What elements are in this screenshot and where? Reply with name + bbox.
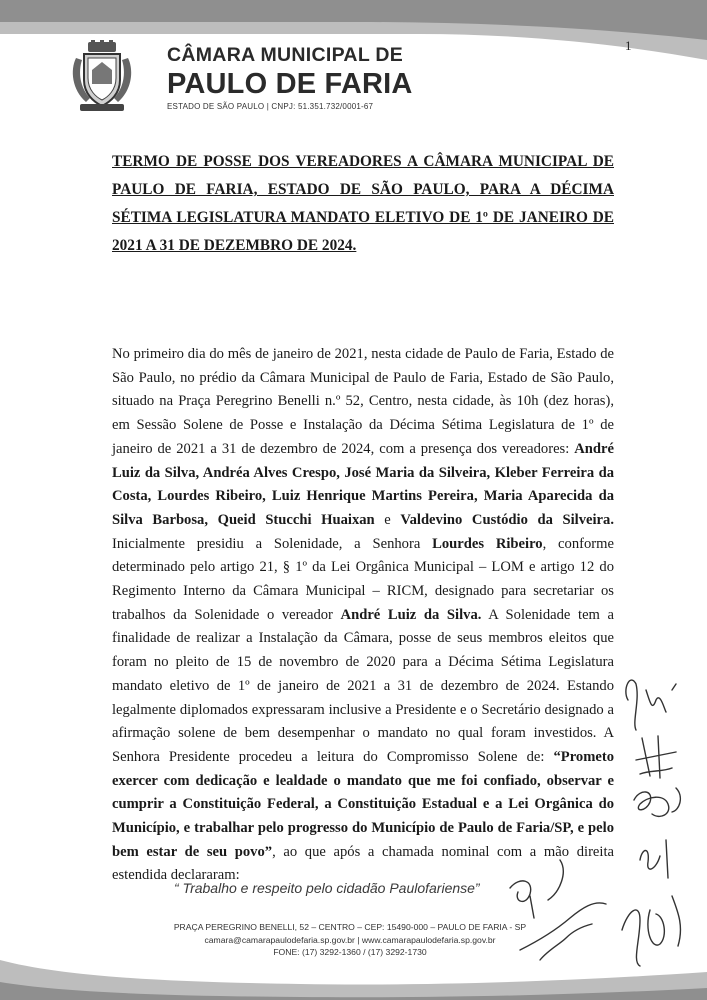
signature-initials-1 xyxy=(626,680,676,730)
footer-contacts: camara@camarapaulodefaria.sp.gov.br | www.camarapaulodefaria.sp.gov.br xyxy=(204,934,496,945)
body-text-segment: , ao que após a chamada nominal com a mão direita estendida declararam: xyxy=(112,843,614,884)
footer-phone: FONE: (17) 3292-1360 / (17) 3292-1730 xyxy=(273,947,427,957)
document-title: TERMO DE POSSE DOS VEREADORES A CÂMARA MUNICIPAL DE PAULO DE FARIA, ESTADO DE SÃO PAULO, PARA A DÉCIMA SÉTIMA LEGISLATURA MANDATO ELETIVO DE 1º DE JANEIRO DE 2021 A 31 DE DEZEMBRO DE 2024. xyxy=(112,153,614,254)
signature-initials-3 xyxy=(634,788,680,816)
oath-text: “Prometo exercer com dedicação e lealdade o mandato que me foi confiado, observar e cumprir a Constituição Federal, a Constituição Estadual e a Lei Orgânica do Município, e trabalhar pelo progresso do Município de Paulo de Faria/SP, e pelo bem estar de seu povo” xyxy=(112,748,614,860)
body-text-segment: A Solenidade tem a finalidade de realizar a Instalação da Câmara, posse de seus membros eleitos que foram no pleito de 15 de novembro de 2020 para a Décima Sétima Legislatura mandato eletivo de 1º de janeiro de 2021 a 31 de dezembro de 2024. Estando legalmente diplomados expressaram inclusive a Presidente e o Secretário designado a afirmação solene de bem desempenhar o mandato no qual foram investidos. A Senhora Presidente procedeu a leitura do Compromisso Solene de: xyxy=(112,606,614,765)
document-body xyxy=(112,343,614,888)
page-number: 1 xyxy=(625,38,632,53)
organization-name-line2: PAULO DE FARIA xyxy=(167,67,413,100)
body-text-segment: No primeiro dia do mês de janeiro de 2021, nesta cidade de Paulo de Faria, Estado de São Paulo, no prédio da Câmara Municipal de Paulo de Faria, Estado de São Paulo, situado na Praça Peregrino Benelli n.º 52, Centro, nesta cidade, às 10h (dez horas), em Sessão Solene de Posse e Instalação da Décima Sétima Legislatura de 1º de janeiro de 2021 a 31 de dezembro de 2024, com a presença dos vereadores: xyxy=(112,346,614,457)
body-text-segment: Inicialmente presidiu a Solenidade, a Senhora xyxy=(112,535,433,552)
signature-initials-4 xyxy=(640,840,668,878)
signature-initials-2 xyxy=(636,736,676,778)
footer-contact-block xyxy=(160,921,540,959)
organization-name xyxy=(167,46,413,99)
footer-motto: “ Trabalho e respeito pelo cidadão Paulofariense” xyxy=(174,880,480,896)
councillor-names: André Luiz da Silva, Andréa Alves Crespo, José Maria da Silveira, Kleber Ferreira da Costa, Lourdes Ribeiro, Luiz Henrique Martins Pereira, Maria Aparecida da Silva Barbosa, Queid Stucchi Huaixan xyxy=(112,440,614,528)
body-text-segment: e xyxy=(374,511,401,528)
organization-subline: ESTADO DE SÃO PAULO | CNPJ: 51.351.732/0001-67 xyxy=(167,102,374,111)
councillor-names-last: Valdevino Custódio da Silveira. xyxy=(400,511,614,528)
organization-name-line1: CÂMARA MUNICIPAL DE xyxy=(167,44,404,66)
president-name: Lourdes Ribeiro xyxy=(432,535,543,552)
municipal-crest-icon xyxy=(66,40,138,114)
footer-address: PRAÇA PEREGRINO BENELLI, 52 – CENTRO – CEP: 15490-000 – PAULO DE FARIA - SP xyxy=(173,922,527,932)
secretary-name: André Luiz da Silva. xyxy=(340,606,482,623)
body-text-segment: , conforme determinado pelo artigo 21, § 1º da Lei Orgânica Municipal – LOM e artigo 12 do Regimento Interno da Câmara Municipal – RICM, designado para secretariar os trabalhos da Solenidade o vereador xyxy=(112,535,614,623)
